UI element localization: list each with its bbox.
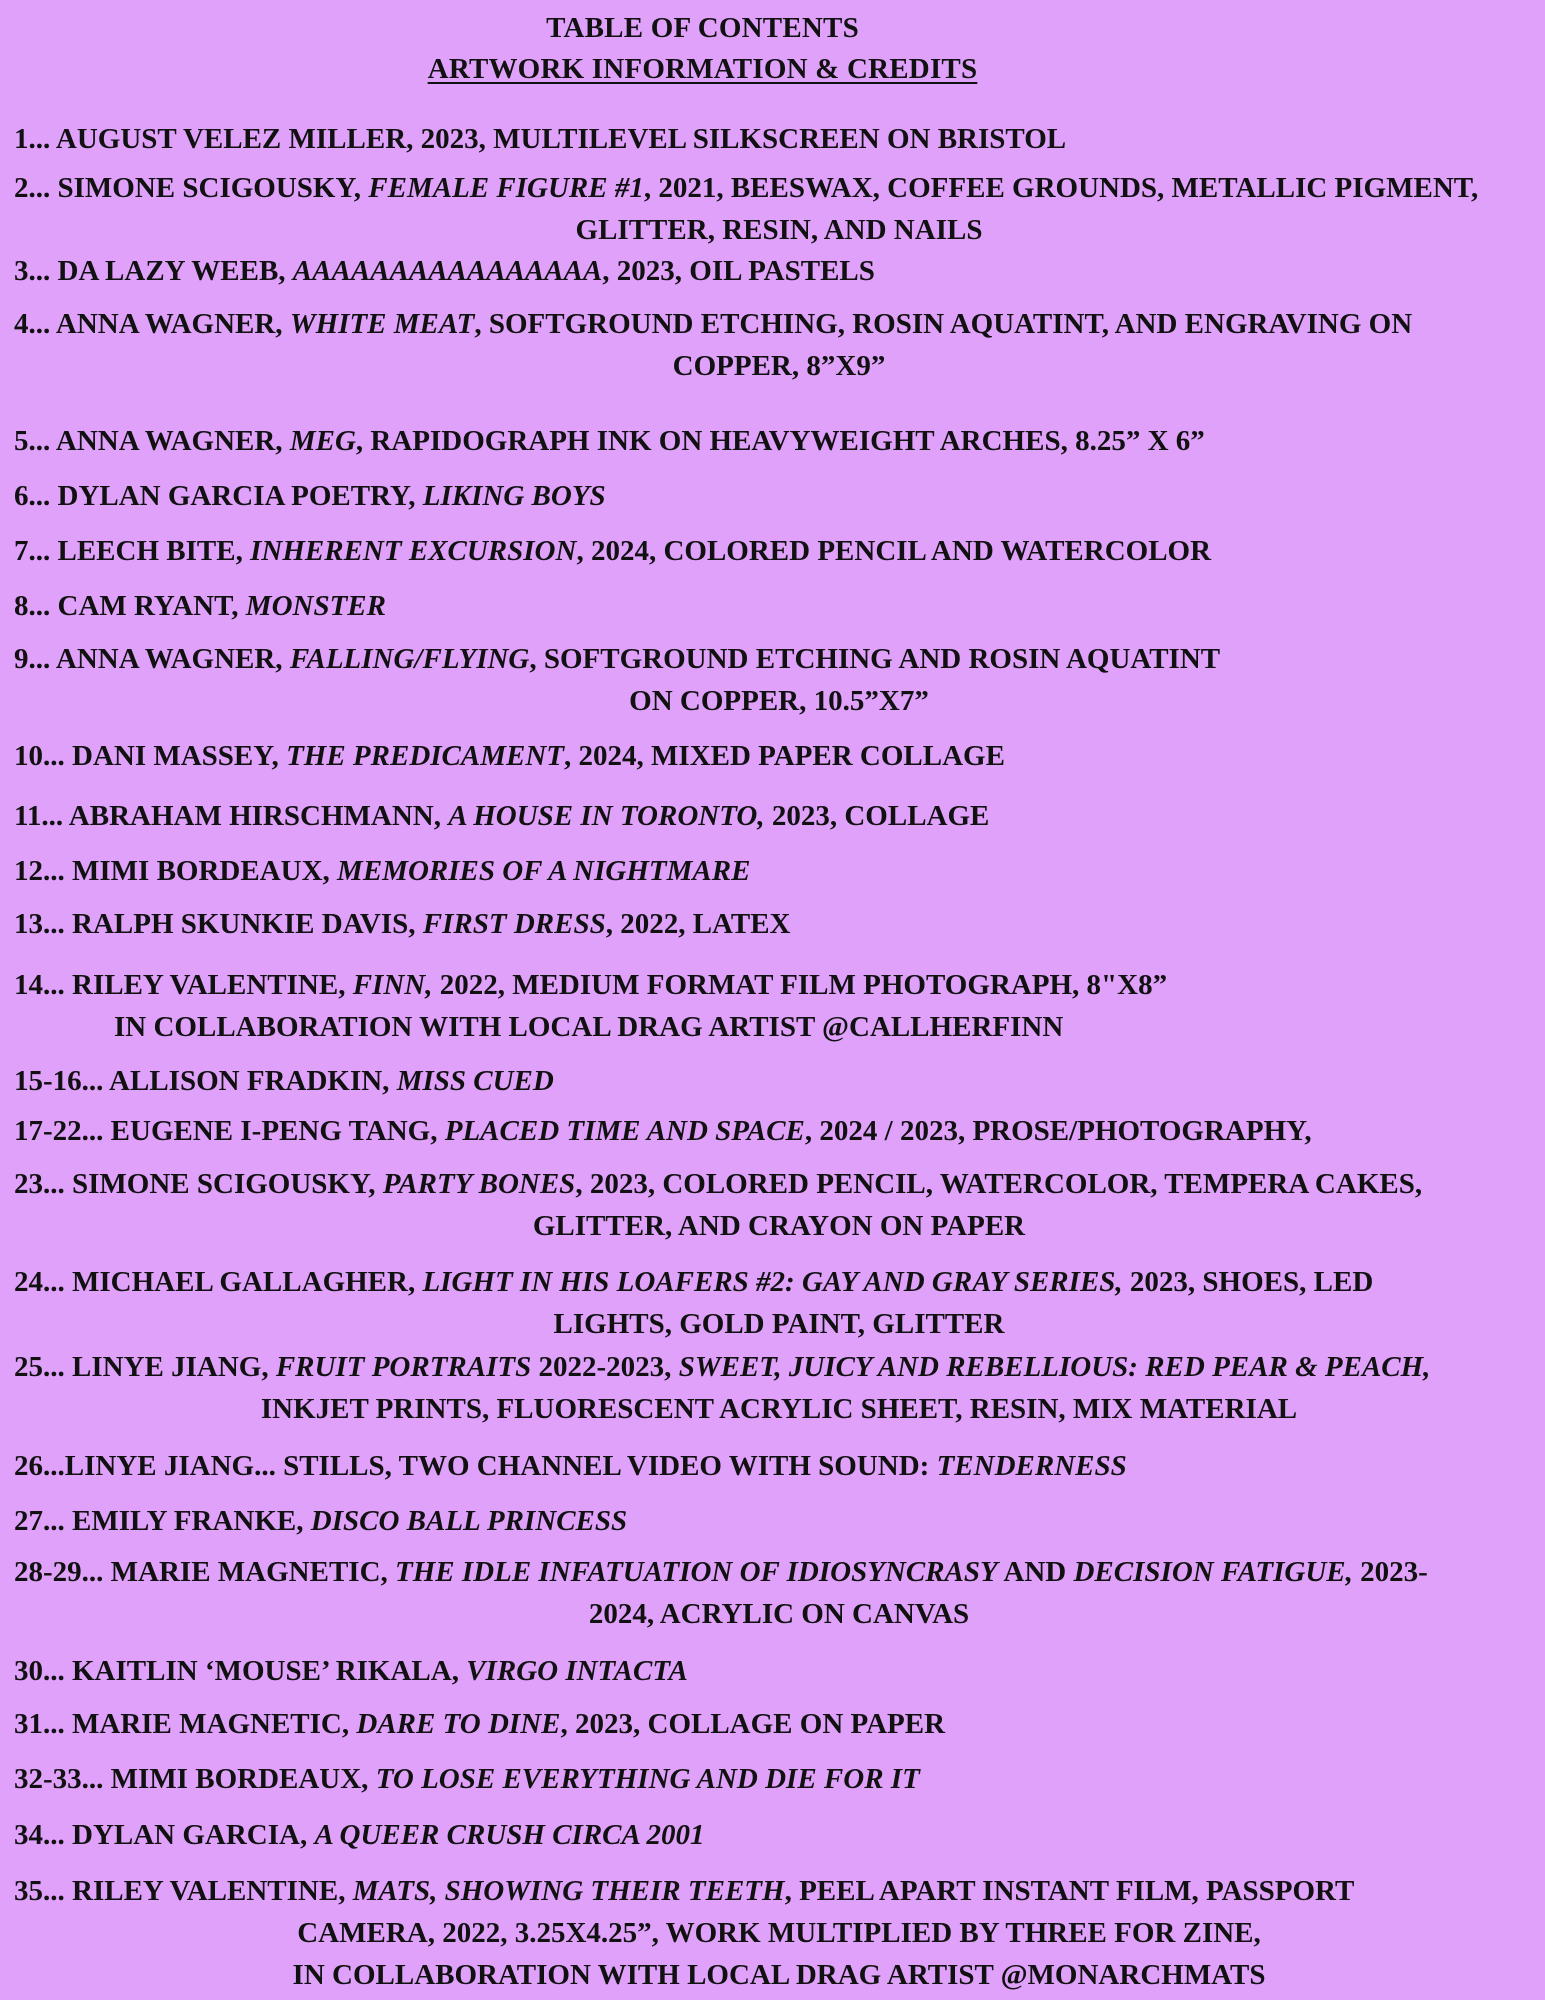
toc-entry-line xyxy=(14,855,750,887)
artwork-title: MEG xyxy=(289,425,356,457)
toc-entry xyxy=(14,303,1544,387)
toc-entry xyxy=(14,964,1544,1048)
artwork-title: PARTY BONES xyxy=(382,1168,576,1200)
toc-entry xyxy=(14,735,1544,777)
artwork-title: LIKING BOYS xyxy=(422,480,606,512)
toc-entry xyxy=(14,1500,1544,1542)
artwork-title: VIRGO INTACTA xyxy=(466,1655,688,1687)
entry-text: , 2024, MIXED PAPER COLLAGE xyxy=(564,740,1005,772)
toc-entry-continuation: IN COLLABORATION WITH LOCAL DRAG ARTIST @CALLHERFINN xyxy=(114,1011,1064,1043)
entry-text: , 2023, OIL PASTELS xyxy=(602,255,875,287)
toc-entry-line xyxy=(14,969,1167,1001)
entry-text: 9... ANNA WAGNER, xyxy=(14,643,290,675)
artwork-title: LIGHT IN HIS LOAFERS #2: GAY AND GRAY SERIES, xyxy=(422,1266,1123,1298)
toc-entry xyxy=(14,1870,1544,1996)
entry-text: 6... DYLAN GARCIA POETRY, xyxy=(14,480,423,512)
artwork-title: A QUEER CRUSH CIRCA 2001 xyxy=(314,1819,705,1851)
artwork-title: FINN, xyxy=(352,969,433,1001)
toc-entry-line xyxy=(14,255,875,287)
entry-text: 14... RILEY VALENTINE, xyxy=(14,969,353,1001)
entry-text: 2022-2023, xyxy=(531,1351,679,1383)
entry-text: 2022, MEDIUM FORMAT FILM PHOTOGRAPH, 8"X8” xyxy=(432,969,1168,1001)
toc-entry-continuation: INKJET PRINTS, FLUORESCENT ACRYLIC SHEET, RESIN, MIX MATERIAL xyxy=(260,1393,1298,1425)
toc-entry-line xyxy=(14,535,1211,567)
toc-entry xyxy=(14,530,1544,572)
toc-entry xyxy=(14,1551,1544,1635)
toc-entry xyxy=(14,1346,1544,1430)
toc-entry xyxy=(14,167,1544,251)
artwork-title: PLACED TIME AND SPACE xyxy=(444,1115,805,1147)
entry-text: 8... CAM RYANT, xyxy=(14,590,246,622)
toc-entry-line xyxy=(14,590,386,622)
page-subtitle: ARTWORK INFORMATION & CREDITS xyxy=(427,53,978,85)
toc-entry xyxy=(14,250,1544,292)
toc-entry-line xyxy=(14,1556,1428,1588)
entry-text: 2... SIMONE SCIGOUSKY, xyxy=(14,172,369,204)
toc-entry-continuation: COPPER, 8”X9” xyxy=(672,350,886,382)
toc-entry-line xyxy=(14,1266,1373,1298)
toc-entry-line xyxy=(14,1115,1312,1147)
entry-text: 31... MARIE MAGNETIC, xyxy=(14,1708,357,1740)
artwork-title: THE IDLE INFATUATION OF IDIOSYNCRASY xyxy=(395,1556,998,1588)
toc-entry-line xyxy=(14,1505,627,1537)
entry-text: 3... DA LAZY WEEB, xyxy=(14,255,293,287)
entry-text: , 2023, COLORED PENCIL, WATERCOLOR, TEMPERA CAKES, xyxy=(575,1168,1423,1200)
toc-entry xyxy=(14,1650,1544,1692)
entry-text: 13... RALPH SKUNKIE DAVIS, xyxy=(14,908,423,940)
toc-entry-continuation: 2024, ACRYLIC ON CANVAS xyxy=(588,1598,970,1630)
artwork-title: MISS CUED xyxy=(396,1065,554,1097)
entry-text: 30... KAITLIN ‘MOUSE’ RIKALA, xyxy=(14,1655,467,1687)
toc-entry-line xyxy=(14,1819,705,1851)
entry-text: 28-29... MARIE MAGNETIC, xyxy=(14,1556,396,1588)
toc-entry-line xyxy=(14,480,606,512)
toc-entry xyxy=(14,1110,1544,1152)
entry-text: 35... RILEY VALENTINE, xyxy=(14,1875,353,1907)
toc-entry-line xyxy=(14,740,1005,772)
artwork-title: DARE TO DINE xyxy=(356,1708,561,1740)
toc-entry xyxy=(14,1445,1544,1487)
toc-entry xyxy=(14,420,1544,462)
entry-text: 4... ANNA WAGNER, xyxy=(14,308,290,340)
artwork-title: DECISION FATIGUE, xyxy=(1073,1556,1353,1588)
toc-entry-line xyxy=(14,1450,1127,1482)
toc-entry-line xyxy=(14,1168,1422,1200)
toc-entry-line xyxy=(14,1655,688,1687)
toc-entry-line xyxy=(14,908,790,940)
toc-entry-line xyxy=(14,1763,920,1795)
entry-text: , RAPIDOGRAPH INK ON HEAVYWEIGHT ARCHES, 8.25” X 6” xyxy=(355,425,1205,457)
toc-entry xyxy=(14,850,1544,892)
toc-entry-line xyxy=(14,172,1478,204)
toc-entry xyxy=(14,1758,1544,1800)
page-title: TABLE OF CONTENTS xyxy=(546,12,859,44)
toc-entry xyxy=(14,1814,1544,1856)
toc-entry-continuation: CAMERA, 2022, 3.25X4.25”, WORK MULTIPLIED BY THREE FOR ZINE, xyxy=(297,1917,1261,1949)
artwork-title: MATS, SHOWING THEIR TEETH xyxy=(352,1875,785,1907)
artwork-title: TO LOSE EVERYTHING AND DIE FOR IT xyxy=(375,1763,920,1795)
entry-text: , 2024 / 2023, PROSE/PHOTOGRAPHY, xyxy=(804,1115,1312,1147)
entry-text: 32-33... MIMI BORDEAUX, xyxy=(14,1763,376,1795)
entry-text: 15-16... ALLISON FRADKIN, xyxy=(14,1065,397,1097)
toc-entry xyxy=(14,903,1544,945)
toc-entry xyxy=(14,1163,1544,1247)
entry-text: , SOFTGROUND ETCHING AND ROSIN AQUATINT xyxy=(529,643,1221,675)
artwork-title: FEMALE FIGURE #1 xyxy=(368,172,644,204)
toc-entry xyxy=(14,475,1544,517)
toc-entry-continuation: GLITTER, RESIN, AND NAILS xyxy=(575,214,983,246)
entry-text: 2023, COLLAGE xyxy=(764,800,990,832)
artwork-title: WHITE MEAT xyxy=(289,308,475,340)
entry-text: 11... ABRAHAM HIRSCHMANN, xyxy=(14,800,449,832)
artwork-title: A HOUSE IN TORONTO, xyxy=(448,800,765,832)
entry-text: 24... MICHAEL GALLAGHER, xyxy=(14,1266,423,1298)
toc-entry-continuation: LIGHTS, GOLD PAINT, GLITTER xyxy=(553,1308,1005,1340)
entry-text: 7... LEECH BITE, xyxy=(14,535,251,567)
artwork-title: TENDERNESS xyxy=(936,1450,1127,1482)
artwork-title: FIRST DRESS xyxy=(422,908,606,940)
toc-entry xyxy=(14,1703,1544,1745)
artwork-title: THE PREDICAMENT xyxy=(286,740,565,772)
toc-entry-line xyxy=(14,1065,554,1097)
toc-entry-line xyxy=(14,425,1205,457)
entry-text: 12... MIMI BORDEAUX, xyxy=(14,855,338,887)
entry-text: 26...LINYE JIANG... STILLS, TWO CHANNEL VIDEO WITH SOUND: xyxy=(14,1450,937,1482)
entry-text: 10... DANI MASSEY, xyxy=(14,740,287,772)
artwork-title: FALLING/FLYING xyxy=(289,643,530,675)
toc-entry-continuation: GLITTER, AND CRAYON ON PAPER xyxy=(532,1210,1026,1242)
toc-entry-line xyxy=(14,1875,1354,1907)
artwork-title: SWEET, JUICY AND REBELLIOUS: RED PEAR & PEACH, xyxy=(678,1351,1431,1383)
toc-entry-line xyxy=(14,1708,945,1740)
entry-text: 23... SIMONE SCIGOUSKY, xyxy=(14,1168,383,1200)
entry-text: , 2024, COLORED PENCIL AND WATERCOLOR xyxy=(576,535,1212,567)
entry-text: 34... DYLAN GARCIA, xyxy=(14,1819,315,1851)
toc-entry xyxy=(14,1261,1544,1345)
entry-text: 25... LINYE JIANG, xyxy=(14,1351,276,1383)
entry-text: 27... EMILY FRANKE, xyxy=(14,1505,311,1537)
artwork-title: FRUIT PORTRAITS xyxy=(275,1351,532,1383)
artwork-title: AAAAAAAAAAAAAAAA xyxy=(292,255,603,287)
toc-entry-line xyxy=(14,308,1412,340)
entry-text: 1... AUGUST VELEZ MILLER, 2023, MULTILEVEL SILKSCREEN ON BRISTOL xyxy=(14,123,1067,155)
entry-text: 5... ANNA WAGNER, xyxy=(14,425,290,457)
toc-entry xyxy=(14,1060,1544,1102)
artwork-title: MEMORIES OF A NIGHTMARE xyxy=(337,855,751,887)
entry-text: , SOFTGROUND ETCHING, ROSIN AQUATINT, AND ENGRAVING ON xyxy=(474,308,1413,340)
entry-text: , 2021, BEESWAX, COFFEE GROUNDS, METALLIC PIGMENT, xyxy=(643,172,1479,204)
toc-entry xyxy=(14,795,1544,837)
entry-text: 2023- xyxy=(1352,1556,1428,1588)
entry-text: 2023, SHOES, LED xyxy=(1122,1266,1374,1298)
toc-entry-line xyxy=(14,643,1220,675)
toc-entry xyxy=(14,638,1544,722)
artwork-title: DISCO BALL PRINCESS xyxy=(310,1505,628,1537)
toc-entry-continuation: ON COPPER, 10.5”X7” xyxy=(629,685,929,717)
toc-entry-line xyxy=(14,123,1066,155)
entry-text: , 2022, LATEX xyxy=(605,908,791,940)
toc-entry xyxy=(14,585,1544,627)
toc-entry-line xyxy=(14,800,989,832)
entry-text: , 2023, COLLAGE ON PAPER xyxy=(560,1708,946,1740)
entry-text: AND xyxy=(997,1556,1074,1588)
artwork-title: INHERENT EXCURSION xyxy=(250,535,577,567)
artwork-title: MONSTER xyxy=(245,590,386,622)
toc-entry-continuation: IN COLLABORATION WITH LOCAL DRAG ARTIST @MONARCHMATS xyxy=(292,1959,1266,1991)
toc-entry-line xyxy=(14,1351,1430,1383)
entry-text: , PEEL APART INSTANT FILM, PASSPORT xyxy=(784,1875,1355,1907)
entry-text: 17-22... EUGENE I-PENG TANG, xyxy=(14,1115,445,1147)
toc-entry xyxy=(14,118,1544,160)
